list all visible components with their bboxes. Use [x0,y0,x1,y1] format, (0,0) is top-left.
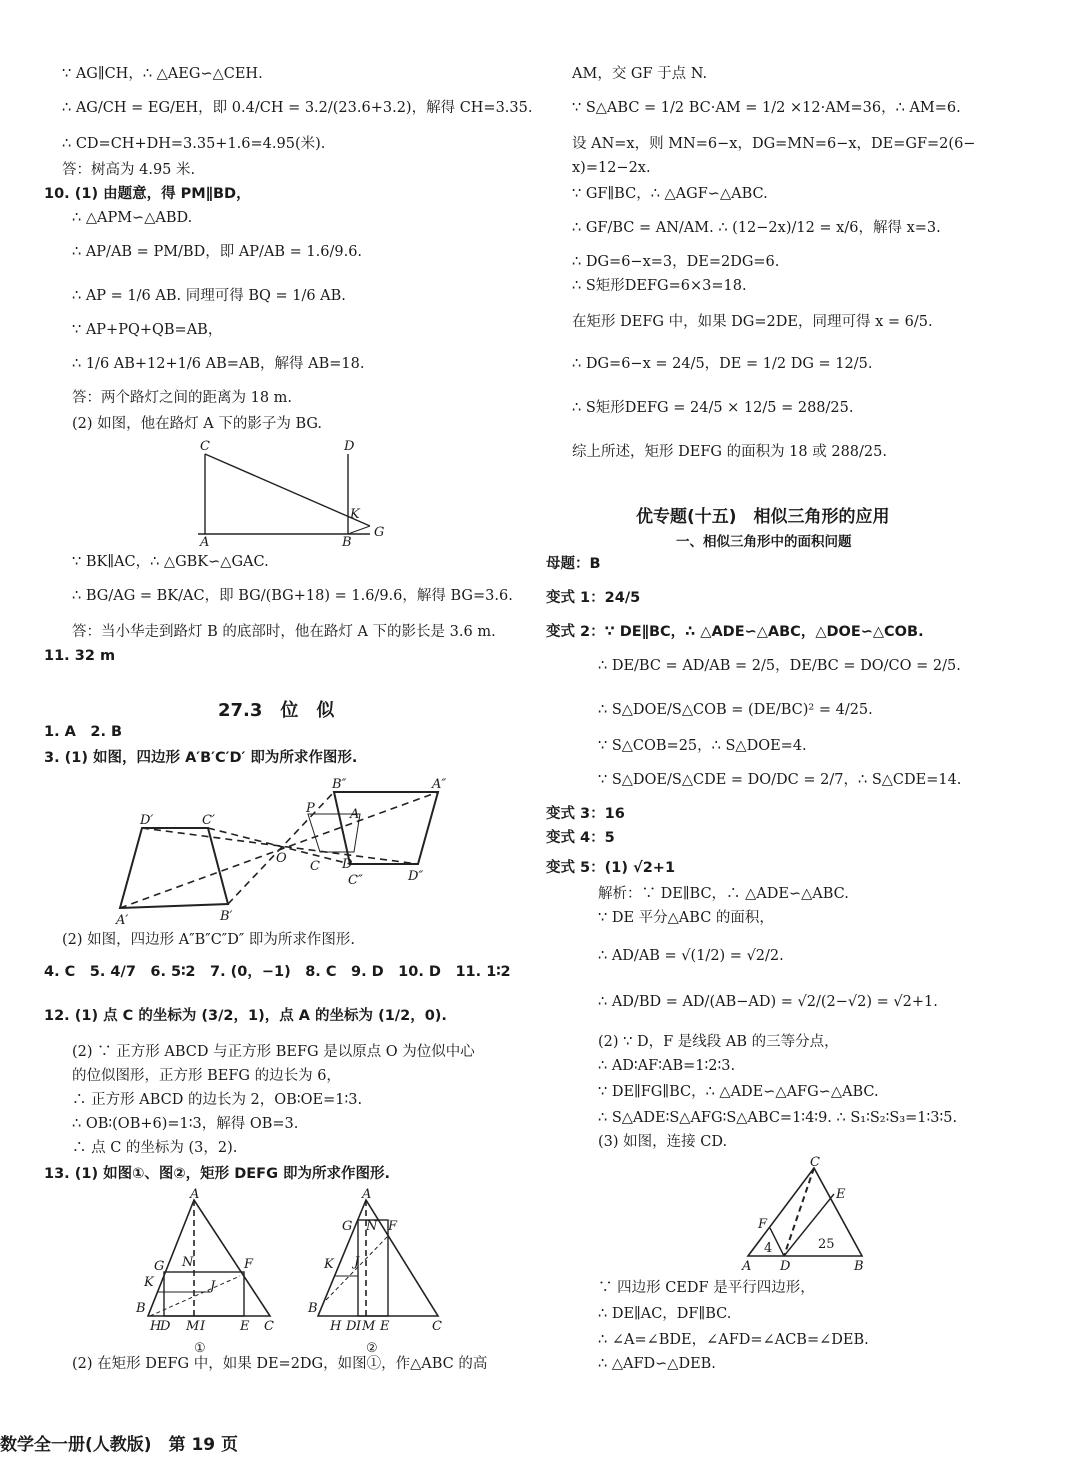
right-line-16: ∴ DE/BC = AD/AB = 2/5，DE/BC = DO/CO = 2/5. [598,658,961,674]
right-line-13: 母题：B [546,556,601,572]
tri1-label-a: A [190,1188,200,1202]
left-line-8: ∴ AP = 1/6 AB. 同理可得 BQ = 1/6 AB. [72,288,346,304]
homo-label-c1: C′ [202,813,215,828]
tri2-label-i: I [356,1319,362,1334]
left-line-3: ∴ CD=CH+DH=3.35+1.6=4.95(米). [62,136,326,152]
cedf-label-b: B [854,1259,864,1274]
left-line-5: 10. (1) 由题意，得 PM∥BD， [44,186,251,202]
lamp-label-d: D [344,439,355,454]
tri2-label-f: F [388,1219,398,1234]
tri2-label-e: E [380,1319,390,1334]
tri2-label-d: D [346,1319,357,1334]
homo-label-o: O [276,851,287,866]
tri2-label-c: C [432,1319,442,1334]
right-line-5: ∵ GF∥BC，∴ △AGF∽△ABC. [572,186,768,202]
cedf-label-a: A [742,1259,752,1274]
lamp-label-k: K [350,507,360,522]
tri2-label-m: M [362,1319,376,1334]
left-line-24: ∴ 正方形 ABCD 的边长为 2，OB∶OE=1∶3. [72,1092,363,1108]
right-line-22: 变式 5：(1) √2+1 [546,860,676,876]
tri2-caption: ② [366,1341,378,1356]
homo-label-b2: B″ [332,777,347,792]
right-line-9: 在矩形 DEFG 中，如果 DG=2DE，同理可得 x = 6/5. [572,314,933,330]
left-line-4: 答：树高为 4.95 米. [62,162,196,178]
homo-label-a: A [350,807,360,822]
tri1-label-j: J [210,1279,216,1294]
lamp-label-a: A [200,535,210,548]
homo-label-d2: D″ [408,869,424,884]
tri1-label-b: B [136,1301,146,1316]
tri1-label-k: K [144,1275,154,1290]
left-line-16: 11. 32 m [44,648,116,664]
tri1-label-c: C [264,1319,274,1334]
homo-label-a1: A′ [116,913,129,928]
left-line-23: 的位似图形，正方形 BEFG 的边长为 6， [72,1068,341,1084]
tri2-label-h: H [330,1319,342,1334]
right-line-12: 综上所述，矩形 DEFG 的面积为 18 或 288/25. [572,444,887,460]
left-line-26: ∴ 点 C 的坐标为 (3，2). [72,1140,238,1156]
left-line-25: ∴ OB∶(OB+6)=1∶3，解得 OB=3. [72,1116,299,1132]
right-line-3: 设 AN=x，则 MN=6−x，DG=MN=6−x，DE=GF=2(6− [572,136,976,152]
tri2-label-j: J [354,1255,360,1270]
left-line-28: (2) 在矩形 DEFG 中，如果 DE=2DG，如图①，作△ABC 的高 [72,1356,488,1372]
right-line-2: ∵ S△ABC = 1/2 BC·AM = 1/2 ×12·AM=36，∴ AM=6. [572,100,961,116]
cedf-area-4: 4 [764,1241,773,1256]
left-line-7: ∴ AP/AB = PM/BD，即 AP/AB = 1.6/9.6. [72,244,363,260]
right-line-21: 变式 4：5 [546,830,615,846]
right-line-35: ∴ △AFD∽△DEB. [598,1356,716,1372]
tri1-label-i: I [200,1319,206,1334]
section-subtitle: 一、相似三角形中的面积问题 [676,534,852,550]
lamp-label-c: C [200,439,210,454]
left-line-11: 答：两个路灯之间的距离为 18 m. [72,390,293,406]
left-line-22: (2) ∵ 正方形 ABCD 与正方形 BEFG 是以原点 O 为位似中心 [72,1044,475,1060]
right-line-17: ∴ S△DOE/S△COB = (DE/BC)² = 4/25. [598,702,873,718]
cedf-label-c: C [810,1155,820,1170]
homothety-figure [110,772,460,930]
tri1-label-h: H [150,1319,162,1334]
tri2-label-k: K [324,1257,334,1272]
right-line-8: ∴ S矩形DEFG=6×3=18. [572,278,747,294]
left-line-27: 13. (1) 如图①、图②，矩形 DEFG 即为所求作图形. [44,1166,391,1182]
left-line-17: 1. A 2. B [44,724,123,740]
page-footer: 数学全一册(人教版) 第 19 页 [0,1435,239,1455]
right-line-14: 变式 1：24/5 [546,590,641,606]
tri2-label-n: N [366,1219,378,1234]
left-line-14: ∴ BG/AG = BK/AC，即 BG/(BG+18) = 1.6/9.6，解得 BG=3.6. [72,588,513,604]
tri2-label-b: B [308,1301,318,1316]
left-line-21: 12. (1) 点 C 的坐标为 (3/2，1)，点 A 的坐标为 (1/2，0). [44,1008,447,1024]
right-line-24: ∵ DE 平分△ABC 的面积， [598,910,774,926]
cedf-label-e: E [836,1187,846,1202]
right-line-6: ∴ GF/BC = AN/AM. ∴ (12−2x)/12 = x/6，解得 x=3. [572,220,941,236]
right-line-23: 解析：∵ DE∥BC，∴ △ADE∽△ABC. [598,886,849,902]
left-line-6: ∴ △APM∽△ABD. [72,210,193,226]
right-line-26: ∴ AD/BD = AD/(AB−AD) = √2/(2−√2) = √2+1. [598,994,938,1010]
left-line-18: 3. (1) 如图，四边形 A′B′C′D′ 即为所求作图形. [44,750,358,766]
tri2-label-a: A [362,1188,372,1202]
right-line-4: x)=12−2x. [572,160,651,176]
section-title-special: 优专题(十五) 相似三角形的应用 [636,507,890,527]
right-line-25: ∴ AD/AB = √(1/2) = √2/2. [598,948,784,964]
tri1-label-n: N [182,1255,194,1270]
right-line-32: ∵ 四边形 CEDF 是平行四边形， [598,1280,815,1296]
tri2-label-g: G [342,1219,353,1234]
tri1-caption: ① [194,1341,206,1356]
left-line-12: (2) 如图，他在路灯 A 下的影子为 BG. [72,416,323,432]
right-line-34: ∴ ∠A=∠BDE，∠AFD=∠ACB=∠DEB. [598,1332,869,1348]
cedf-area-25: 25 [818,1237,835,1252]
right-line-33: ∴ DE∥AC，DF∥BC. [598,1306,732,1322]
right-line-31: (3) 如图，连接 CD. [598,1134,728,1150]
lamp-label-b: B [342,535,352,548]
right-line-28: ∴ AD∶AF∶AB=1∶2∶3. [598,1058,736,1074]
tri1-label-f: F [244,1257,254,1272]
homo-label-p: P [306,801,315,816]
right-line-18: ∵ S△COB=25，∴ S△DOE=4. [598,738,807,754]
right-line-11: ∴ S矩形DEFG = 24/5 × 12/5 = 288/25. [572,400,854,416]
tri1-label-e: E [240,1319,250,1334]
cedf-figure [738,1154,878,1276]
homo-label-d1: D′ [140,813,154,828]
right-line-19: ∵ S△DOE/S△CDE = DO/DC = 2/7，∴ S△CDE=14. [598,772,962,788]
homo-label-c2: C″ [348,873,363,888]
left-line-15: 答：当小华走到路灯 B 的底部时，他在路灯 A 下的影长是 3.6 m. [72,624,496,640]
right-line-29: ∵ DE∥FG∥BC，∴ △ADE∽△AFG∽△ABC. [598,1084,879,1100]
cedf-label-d: D [780,1259,791,1274]
tri1-label-g: G [154,1259,165,1274]
lamp-label-g: G [374,525,385,540]
right-line-15: 变式 2：∵ DE∥BC，∴ △ADE∽△ABC，△DOE∽△COB. [546,624,924,640]
section-title-27-3: 27.3 位 似 [218,700,335,721]
homo-label-b1: B′ [220,909,233,924]
cedf-label-f: F [758,1217,768,1232]
triangles-figure [130,1188,460,1356]
left-line-1: ∵ AG∥CH，∴ △AEG∽△CEH. [62,66,263,82]
left-line-13: ∵ BK∥AC，∴ △GBK∽△GAC. [72,554,269,570]
tri1-label-d: D [160,1319,171,1334]
lamp-figure [190,436,400,548]
right-line-20: 变式 3：16 [546,806,625,822]
right-line-7: ∴ DG=6−x=3，DE=2DG=6. [572,254,780,270]
left-line-2: ∴ AG/CH = EG/EH，即 0.4/CH = 3.2/(23.6+3.2)，解得 CH=3.35. [62,100,533,116]
right-line-30: ∴ S△ADE∶S△AFG∶S△ABC=1∶4∶9. ∴ S₁∶S₂∶S₃=1∶3∶5. [598,1110,958,1126]
left-line-20: 4. C 5. 4/7 6. 5∶2 7. (0，−1) 8. C 9. D 10. D 11. 1∶2 [44,964,511,980]
right-line-10: ∴ DG=6−x = 24/5，DE = 1/2 DG = 12/5. [572,356,873,372]
right-line-27: (2) ∵ D，F 是线段 AB 的三等分点， [598,1034,839,1050]
homo-label-c: C [310,859,320,874]
right-line-1: AM，交 GF 于点 N. [572,66,708,82]
left-line-10: ∴ 1/6 AB+12+1/6 AB=AB，解得 AB=18. [72,356,365,372]
tri1-label-m: M [186,1319,200,1334]
homo-label-a2: A″ [432,777,447,792]
homo-label-d: D [342,857,353,872]
left-line-19: (2) 如图，四边形 A″B″C″D″ 即为所求作图形. [62,932,355,948]
left-line-9: ∵ AP+PQ+QB=AB， [72,322,223,338]
